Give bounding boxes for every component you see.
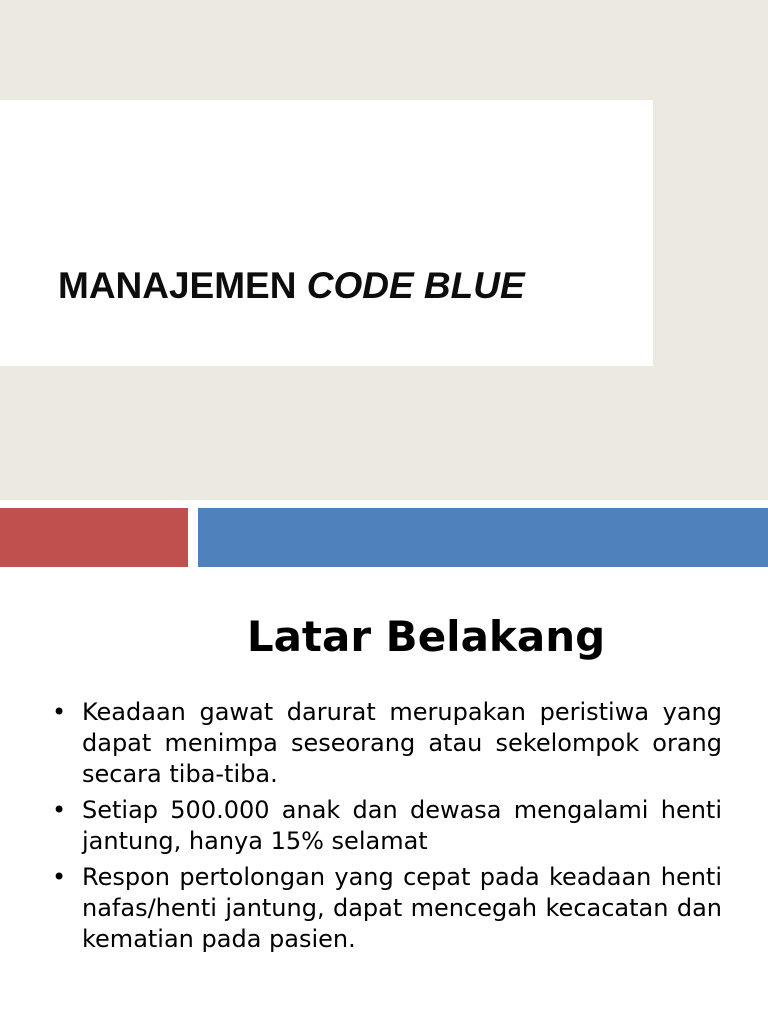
red-accent-bar [0, 508, 188, 567]
bullet-item [52, 795, 722, 857]
bullet-text: Keadaan gawat darurat merupakan peristiwa yang dapat menimpa seseorang atau sekelompok orang secara tiba-tiba. [82, 698, 722, 788]
bullet-icon: • [52, 796, 67, 824]
section-title: Latar Belakang [246, 612, 606, 661]
bullet-item [52, 697, 722, 790]
blue-accent-bar [198, 508, 768, 567]
bullet-icon: • [52, 698, 67, 726]
slide-title-main: MANAJEMEN [58, 265, 307, 306]
bullet-text: Setiap 500.000 anak dan dewasa mengalami henti jantung, hanya 15% selamat [82, 796, 722, 855]
bullet-icon: • [52, 863, 67, 891]
title-box [0, 100, 653, 366]
bullet-text: Respon pertolongan yang cepat pada keadaan henti nafas/henti jantung, dapat mencegah kecacatan dan kematian pada pasien. [82, 863, 722, 953]
slide-title-accent: CODE BLUE [306, 265, 525, 306]
bullet-list [52, 697, 722, 960]
slide-title [58, 263, 525, 309]
bullet-item [52, 862, 722, 955]
